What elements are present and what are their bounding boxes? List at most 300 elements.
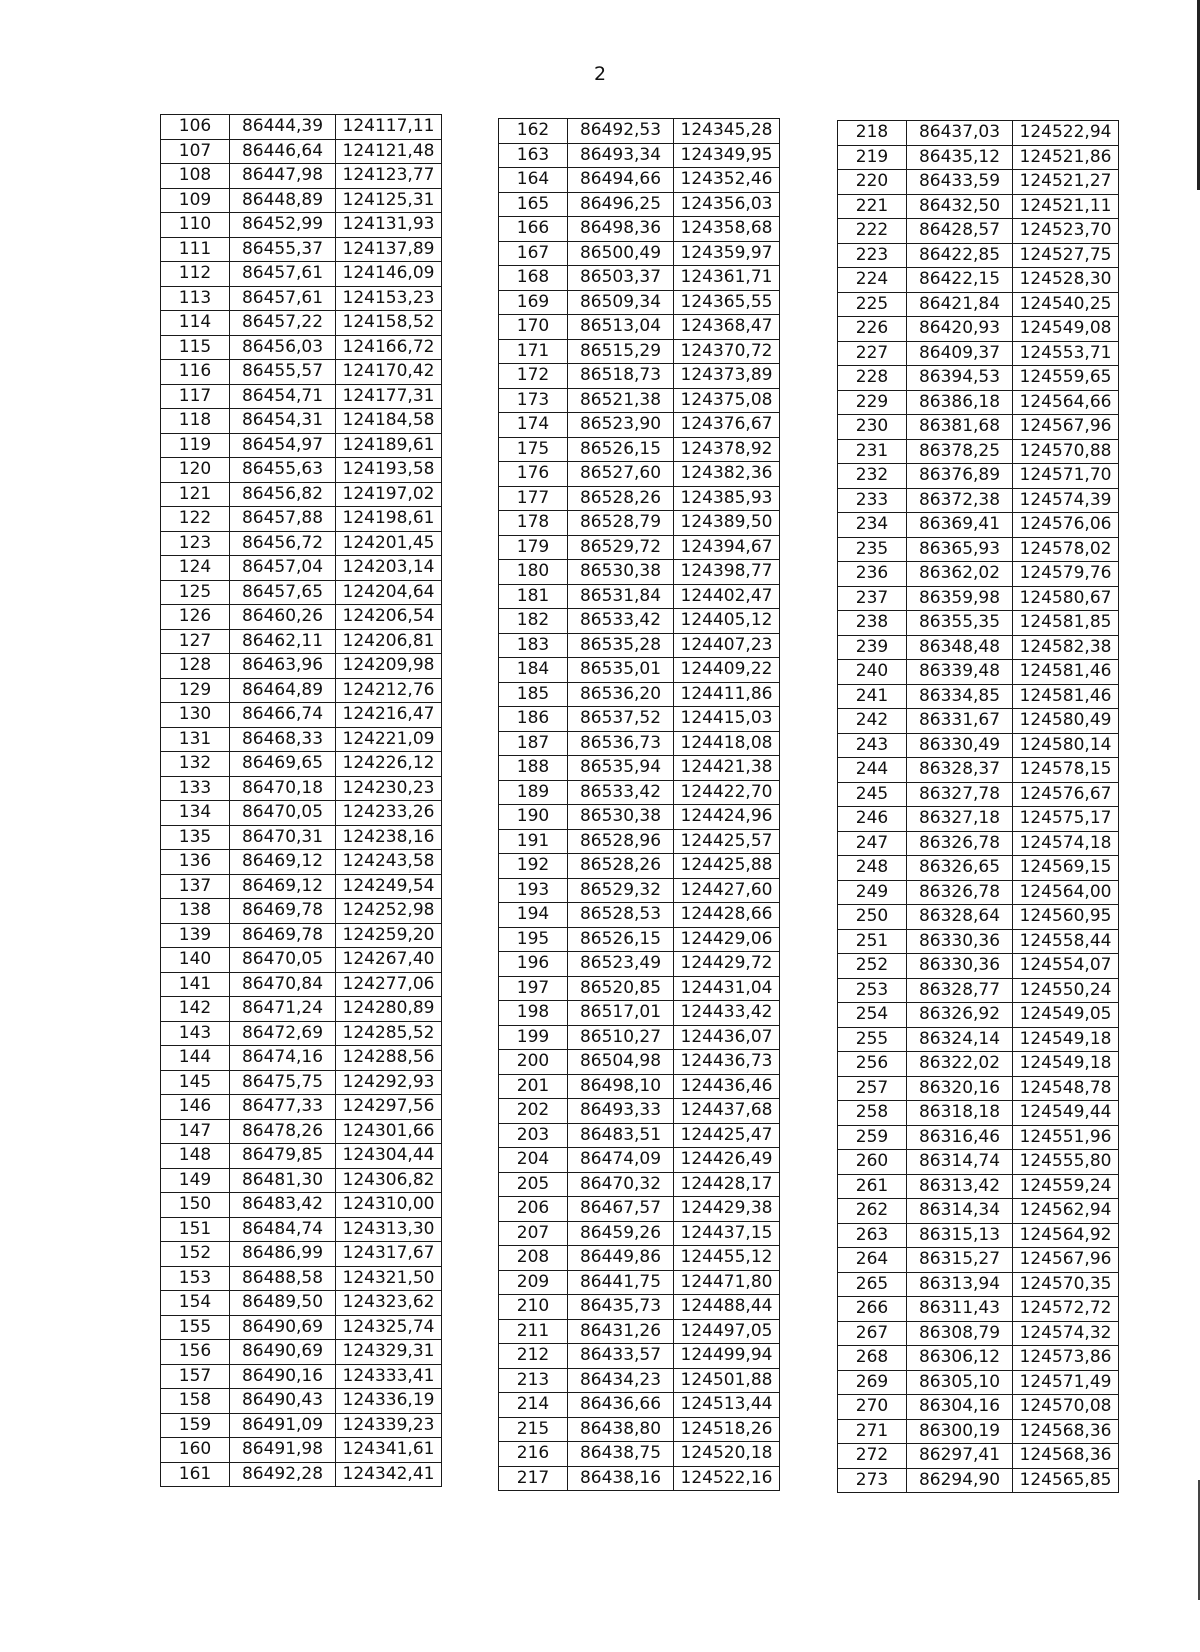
point-number-cell: 174 bbox=[499, 413, 568, 438]
point-number-cell: 133 bbox=[161, 776, 230, 801]
table-row bbox=[499, 1442, 780, 1467]
y-coordinate-cell: 124230,23 bbox=[336, 776, 442, 801]
y-coordinate-cell: 124553,71 bbox=[1013, 341, 1119, 366]
point-number-cell: 231 bbox=[838, 439, 907, 464]
point-number-cell: 183 bbox=[499, 633, 568, 658]
coordinates-table-3 bbox=[837, 120, 1119, 1493]
table-row bbox=[838, 1101, 1119, 1126]
y-coordinate-cell: 124571,49 bbox=[1013, 1370, 1119, 1395]
x-coordinate-cell: 86327,18 bbox=[907, 807, 1013, 832]
y-coordinate-cell: 124568,36 bbox=[1013, 1444, 1119, 1469]
x-coordinate-cell: 86331,67 bbox=[907, 709, 1013, 734]
table-row bbox=[838, 635, 1119, 660]
y-coordinate-cell: 124522,94 bbox=[1013, 121, 1119, 146]
point-number-cell: 200 bbox=[499, 1050, 568, 1075]
table-row bbox=[838, 684, 1119, 709]
x-coordinate-cell: 86533,42 bbox=[568, 609, 674, 634]
y-coordinate-cell: 124428,66 bbox=[674, 903, 780, 928]
point-number-cell: 257 bbox=[838, 1076, 907, 1101]
table-row bbox=[161, 1242, 442, 1267]
point-number-cell: 246 bbox=[838, 807, 907, 832]
point-number-cell: 179 bbox=[499, 535, 568, 560]
y-coordinate-cell: 124576,06 bbox=[1013, 513, 1119, 538]
x-coordinate-cell: 86376,89 bbox=[907, 464, 1013, 489]
point-number-cell: 242 bbox=[838, 709, 907, 734]
table-row bbox=[499, 682, 780, 707]
point-number-cell: 148 bbox=[161, 1144, 230, 1169]
table-row bbox=[838, 1297, 1119, 1322]
point-number-cell: 272 bbox=[838, 1444, 907, 1469]
y-coordinate-cell: 124301,66 bbox=[336, 1119, 442, 1144]
point-number-cell: 264 bbox=[838, 1248, 907, 1273]
table-row bbox=[499, 339, 780, 364]
point-number-cell: 199 bbox=[499, 1025, 568, 1050]
table-row bbox=[161, 164, 442, 189]
y-coordinate-cell: 124528,30 bbox=[1013, 268, 1119, 293]
x-coordinate-cell: 86464,89 bbox=[230, 678, 336, 703]
table-row bbox=[838, 341, 1119, 366]
point-number-cell: 178 bbox=[499, 511, 568, 536]
x-coordinate-cell: 86432,50 bbox=[907, 194, 1013, 219]
y-coordinate-cell: 124570,88 bbox=[1013, 439, 1119, 464]
table-row bbox=[499, 511, 780, 536]
x-coordinate-cell: 86533,42 bbox=[568, 780, 674, 805]
y-coordinate-cell: 124280,89 bbox=[336, 997, 442, 1022]
y-coordinate-cell: 124361,71 bbox=[674, 266, 780, 291]
x-coordinate-cell: 86463,96 bbox=[230, 654, 336, 679]
table-row bbox=[838, 537, 1119, 562]
x-coordinate-cell: 86422,85 bbox=[907, 243, 1013, 268]
point-number-cell: 197 bbox=[499, 976, 568, 1001]
y-coordinate-cell: 124356,03 bbox=[674, 192, 780, 217]
point-number-cell: 143 bbox=[161, 1021, 230, 1046]
point-number-cell: 125 bbox=[161, 580, 230, 605]
table-row bbox=[499, 976, 780, 1001]
table-row bbox=[161, 605, 442, 630]
y-coordinate-cell: 124425,57 bbox=[674, 829, 780, 854]
y-coordinate-cell: 124523,70 bbox=[1013, 219, 1119, 244]
x-coordinate-cell: 86441,75 bbox=[568, 1270, 674, 1295]
x-coordinate-cell: 86528,96 bbox=[568, 829, 674, 854]
y-coordinate-cell: 124437,68 bbox=[674, 1099, 780, 1124]
point-number-cell: 232 bbox=[838, 464, 907, 489]
y-coordinate-cell: 124431,04 bbox=[674, 976, 780, 1001]
point-number-cell: 182 bbox=[499, 609, 568, 634]
table-row bbox=[161, 188, 442, 213]
table-row bbox=[161, 948, 442, 973]
y-coordinate-cell: 124549,18 bbox=[1013, 1052, 1119, 1077]
y-coordinate-cell: 124212,76 bbox=[336, 678, 442, 703]
x-coordinate-cell: 86326,92 bbox=[907, 1003, 1013, 1028]
y-coordinate-cell: 124368,47 bbox=[674, 315, 780, 340]
x-coordinate-cell: 86428,57 bbox=[907, 219, 1013, 244]
table-row bbox=[838, 1444, 1119, 1469]
point-number-cell: 123 bbox=[161, 531, 230, 556]
table-row bbox=[161, 1021, 442, 1046]
y-coordinate-cell: 124158,52 bbox=[336, 311, 442, 336]
x-coordinate-cell: 86330,49 bbox=[907, 733, 1013, 758]
coordinates-table-2 bbox=[498, 118, 780, 1491]
y-coordinate-cell: 124252,98 bbox=[336, 899, 442, 924]
y-coordinate-cell: 124570,08 bbox=[1013, 1395, 1119, 1420]
table-row bbox=[838, 317, 1119, 342]
y-coordinate-cell: 124292,93 bbox=[336, 1070, 442, 1095]
point-number-cell: 270 bbox=[838, 1395, 907, 1420]
table-row bbox=[499, 413, 780, 438]
y-coordinate-cell: 124407,23 bbox=[674, 633, 780, 658]
y-coordinate-cell: 124559,65 bbox=[1013, 366, 1119, 391]
x-coordinate-cell: 86457,61 bbox=[230, 262, 336, 287]
y-coordinate-cell: 124521,27 bbox=[1013, 170, 1119, 195]
x-coordinate-cell: 86484,74 bbox=[230, 1217, 336, 1242]
y-coordinate-cell: 124189,61 bbox=[336, 433, 442, 458]
y-coordinate-cell: 124580,14 bbox=[1013, 733, 1119, 758]
table-row bbox=[161, 1119, 442, 1144]
x-coordinate-cell: 86326,78 bbox=[907, 831, 1013, 856]
y-coordinate-cell: 124436,46 bbox=[674, 1074, 780, 1099]
y-coordinate-cell: 124345,28 bbox=[674, 119, 780, 144]
x-coordinate-cell: 86447,98 bbox=[230, 164, 336, 189]
table-row bbox=[838, 439, 1119, 464]
y-coordinate-cell: 124578,02 bbox=[1013, 537, 1119, 562]
table-row bbox=[499, 266, 780, 291]
point-number-cell: 181 bbox=[499, 584, 568, 609]
table-row bbox=[499, 192, 780, 217]
table-row bbox=[838, 1419, 1119, 1444]
x-coordinate-cell: 86479,85 bbox=[230, 1144, 336, 1169]
y-coordinate-cell: 124153,23 bbox=[336, 286, 442, 311]
point-number-cell: 189 bbox=[499, 780, 568, 805]
x-coordinate-cell: 86433,57 bbox=[568, 1344, 674, 1369]
point-number-cell: 155 bbox=[161, 1315, 230, 1340]
point-number-cell: 108 bbox=[161, 164, 230, 189]
y-coordinate-cell: 124249,54 bbox=[336, 874, 442, 899]
x-coordinate-cell: 86456,82 bbox=[230, 482, 336, 507]
table-row bbox=[838, 905, 1119, 930]
table-row bbox=[161, 776, 442, 801]
y-coordinate-cell: 124184,58 bbox=[336, 409, 442, 434]
x-coordinate-cell: 86369,41 bbox=[907, 513, 1013, 538]
y-coordinate-cell: 124437,15 bbox=[674, 1221, 780, 1246]
point-number-cell: 208 bbox=[499, 1246, 568, 1271]
point-number-cell: 135 bbox=[161, 825, 230, 850]
x-coordinate-cell: 86433,59 bbox=[907, 170, 1013, 195]
point-number-cell: 207 bbox=[499, 1221, 568, 1246]
y-coordinate-cell: 124540,25 bbox=[1013, 292, 1119, 317]
y-coordinate-cell: 124471,80 bbox=[674, 1270, 780, 1295]
x-coordinate-cell: 86434,23 bbox=[568, 1368, 674, 1393]
table-row bbox=[838, 733, 1119, 758]
table-row bbox=[161, 899, 442, 924]
y-coordinate-cell: 124259,20 bbox=[336, 923, 442, 948]
y-coordinate-cell: 124206,81 bbox=[336, 629, 442, 654]
x-coordinate-cell: 86327,78 bbox=[907, 782, 1013, 807]
point-number-cell: 241 bbox=[838, 684, 907, 709]
y-coordinate-cell: 124548,78 bbox=[1013, 1076, 1119, 1101]
point-number-cell: 237 bbox=[838, 586, 907, 611]
x-coordinate-cell: 86455,57 bbox=[230, 360, 336, 385]
table-row bbox=[838, 1125, 1119, 1150]
point-number-cell: 169 bbox=[499, 290, 568, 315]
table-row bbox=[838, 292, 1119, 317]
x-coordinate-cell: 86472,69 bbox=[230, 1021, 336, 1046]
x-coordinate-cell: 86474,09 bbox=[568, 1148, 674, 1173]
table-row bbox=[161, 654, 442, 679]
point-number-cell: 202 bbox=[499, 1099, 568, 1124]
point-number-cell: 265 bbox=[838, 1272, 907, 1297]
x-coordinate-cell: 86372,38 bbox=[907, 488, 1013, 513]
x-coordinate-cell: 86300,19 bbox=[907, 1419, 1013, 1444]
point-number-cell: 128 bbox=[161, 654, 230, 679]
x-coordinate-cell: 86297,41 bbox=[907, 1444, 1013, 1469]
y-coordinate-cell: 124137,89 bbox=[336, 237, 442, 262]
point-number-cell: 180 bbox=[499, 560, 568, 585]
table-row bbox=[838, 1346, 1119, 1371]
y-coordinate-cell: 124565,85 bbox=[1013, 1468, 1119, 1493]
x-coordinate-cell: 86311,43 bbox=[907, 1297, 1013, 1322]
y-coordinate-cell: 124376,67 bbox=[674, 413, 780, 438]
point-number-cell: 156 bbox=[161, 1340, 230, 1365]
table-row bbox=[838, 464, 1119, 489]
point-number-cell: 261 bbox=[838, 1174, 907, 1199]
x-coordinate-cell: 86469,65 bbox=[230, 752, 336, 777]
y-coordinate-cell: 124206,54 bbox=[336, 605, 442, 630]
point-number-cell: 247 bbox=[838, 831, 907, 856]
y-coordinate-cell: 124549,44 bbox=[1013, 1101, 1119, 1126]
table-row bbox=[161, 384, 442, 409]
point-number-cell: 147 bbox=[161, 1119, 230, 1144]
point-number-cell: 109 bbox=[161, 188, 230, 213]
y-coordinate-cell: 124581,46 bbox=[1013, 684, 1119, 709]
x-coordinate-cell: 86326,78 bbox=[907, 880, 1013, 905]
point-number-cell: 191 bbox=[499, 829, 568, 854]
point-number-cell: 223 bbox=[838, 243, 907, 268]
point-number-cell: 167 bbox=[499, 241, 568, 266]
x-coordinate-cell: 86536,73 bbox=[568, 731, 674, 756]
x-coordinate-cell: 86490,16 bbox=[230, 1364, 336, 1389]
table-row bbox=[838, 1395, 1119, 1420]
y-coordinate-cell: 124375,08 bbox=[674, 388, 780, 413]
x-coordinate-cell: 86455,63 bbox=[230, 458, 336, 483]
point-number-cell: 234 bbox=[838, 513, 907, 538]
table-row bbox=[499, 241, 780, 266]
table-row bbox=[161, 678, 442, 703]
y-coordinate-cell: 124433,42 bbox=[674, 1001, 780, 1026]
y-coordinate-cell: 124574,39 bbox=[1013, 488, 1119, 513]
table-row bbox=[161, 1389, 442, 1414]
table-row bbox=[499, 707, 780, 732]
point-number-cell: 113 bbox=[161, 286, 230, 311]
x-coordinate-cell: 86359,98 bbox=[907, 586, 1013, 611]
point-number-cell: 239 bbox=[838, 635, 907, 660]
y-coordinate-cell: 124333,41 bbox=[336, 1364, 442, 1389]
y-coordinate-cell: 124204,64 bbox=[336, 580, 442, 605]
x-coordinate-cell: 86520,85 bbox=[568, 976, 674, 1001]
table-row bbox=[838, 1370, 1119, 1395]
point-number-cell: 224 bbox=[838, 268, 907, 293]
x-coordinate-cell: 86470,32 bbox=[568, 1172, 674, 1197]
x-coordinate-cell: 86457,88 bbox=[230, 507, 336, 532]
x-coordinate-cell: 86471,24 bbox=[230, 997, 336, 1022]
table-row bbox=[838, 243, 1119, 268]
x-coordinate-cell: 86498,36 bbox=[568, 217, 674, 242]
point-number-cell: 259 bbox=[838, 1125, 907, 1150]
point-number-cell: 160 bbox=[161, 1438, 230, 1463]
x-coordinate-cell: 86394,53 bbox=[907, 366, 1013, 391]
table-row bbox=[161, 311, 442, 336]
table-row bbox=[161, 237, 442, 262]
point-number-cell: 177 bbox=[499, 486, 568, 511]
y-coordinate-cell: 124125,31 bbox=[336, 188, 442, 213]
x-coordinate-cell: 86455,37 bbox=[230, 237, 336, 262]
table-row bbox=[499, 217, 780, 242]
x-coordinate-cell: 86314,34 bbox=[907, 1199, 1013, 1224]
table-row bbox=[161, 923, 442, 948]
y-coordinate-cell: 124436,73 bbox=[674, 1050, 780, 1075]
y-coordinate-cell: 124571,70 bbox=[1013, 464, 1119, 489]
point-number-cell: 115 bbox=[161, 335, 230, 360]
y-coordinate-cell: 124378,92 bbox=[674, 437, 780, 462]
table-row bbox=[499, 1172, 780, 1197]
point-number-cell: 220 bbox=[838, 170, 907, 195]
x-coordinate-cell: 86435,12 bbox=[907, 145, 1013, 170]
table-row bbox=[499, 560, 780, 585]
x-coordinate-cell: 86470,05 bbox=[230, 948, 336, 973]
x-coordinate-cell: 86494,66 bbox=[568, 168, 674, 193]
y-coordinate-cell: 124424,96 bbox=[674, 805, 780, 830]
y-coordinate-cell: 124226,12 bbox=[336, 752, 442, 777]
y-coordinate-cell: 124409,22 bbox=[674, 658, 780, 683]
y-coordinate-cell: 124427,60 bbox=[674, 878, 780, 903]
y-coordinate-cell: 124569,15 bbox=[1013, 856, 1119, 881]
y-coordinate-cell: 124170,42 bbox=[336, 360, 442, 385]
x-coordinate-cell: 86474,16 bbox=[230, 1046, 336, 1071]
y-coordinate-cell: 124549,08 bbox=[1013, 317, 1119, 342]
table-row bbox=[499, 1466, 780, 1491]
y-coordinate-cell: 124285,52 bbox=[336, 1021, 442, 1046]
x-coordinate-cell: 86513,04 bbox=[568, 315, 674, 340]
x-coordinate-cell: 86315,13 bbox=[907, 1223, 1013, 1248]
table-row bbox=[838, 1076, 1119, 1101]
x-coordinate-cell: 86490,69 bbox=[230, 1315, 336, 1340]
x-coordinate-cell: 86523,90 bbox=[568, 413, 674, 438]
table-row bbox=[838, 415, 1119, 440]
y-coordinate-cell: 124559,24 bbox=[1013, 1174, 1119, 1199]
x-coordinate-cell: 86454,97 bbox=[230, 433, 336, 458]
point-number-cell: 140 bbox=[161, 948, 230, 973]
x-coordinate-cell: 86528,26 bbox=[568, 486, 674, 511]
table-row bbox=[838, 1272, 1119, 1297]
x-coordinate-cell: 86305,10 bbox=[907, 1370, 1013, 1395]
table-row bbox=[499, 1099, 780, 1124]
x-coordinate-cell: 86515,29 bbox=[568, 339, 674, 364]
table-row bbox=[161, 335, 442, 360]
x-coordinate-cell: 86454,71 bbox=[230, 384, 336, 409]
y-coordinate-cell: 124358,68 bbox=[674, 217, 780, 242]
table-row bbox=[838, 268, 1119, 293]
x-coordinate-cell: 86365,93 bbox=[907, 537, 1013, 562]
x-coordinate-cell: 86330,36 bbox=[907, 954, 1013, 979]
point-number-cell: 187 bbox=[499, 731, 568, 756]
x-coordinate-cell: 86334,85 bbox=[907, 684, 1013, 709]
point-number-cell: 221 bbox=[838, 194, 907, 219]
point-number-cell: 190 bbox=[499, 805, 568, 830]
point-number-cell: 107 bbox=[161, 139, 230, 164]
point-number-cell: 271 bbox=[838, 1419, 907, 1444]
x-coordinate-cell: 86328,37 bbox=[907, 758, 1013, 783]
point-number-cell: 153 bbox=[161, 1266, 230, 1291]
point-number-cell: 255 bbox=[838, 1027, 907, 1052]
point-number-cell: 258 bbox=[838, 1101, 907, 1126]
y-coordinate-cell: 124415,03 bbox=[674, 707, 780, 732]
x-coordinate-cell: 86436,66 bbox=[568, 1393, 674, 1418]
x-coordinate-cell: 86460,26 bbox=[230, 605, 336, 630]
point-number-cell: 134 bbox=[161, 801, 230, 826]
table-row bbox=[838, 709, 1119, 734]
x-coordinate-cell: 86454,31 bbox=[230, 409, 336, 434]
table-row bbox=[838, 194, 1119, 219]
table-row bbox=[161, 409, 442, 434]
point-number-cell: 211 bbox=[499, 1319, 568, 1344]
point-number-cell: 136 bbox=[161, 850, 230, 875]
y-coordinate-cell: 124555,80 bbox=[1013, 1150, 1119, 1175]
table-row bbox=[161, 286, 442, 311]
y-coordinate-cell: 124575,17 bbox=[1013, 807, 1119, 832]
x-coordinate-cell: 86304,16 bbox=[907, 1395, 1013, 1420]
table-row bbox=[838, 758, 1119, 783]
table-row bbox=[161, 752, 442, 777]
x-coordinate-cell: 86348,48 bbox=[907, 635, 1013, 660]
point-number-cell: 146 bbox=[161, 1095, 230, 1120]
point-number-cell: 273 bbox=[838, 1468, 907, 1493]
y-coordinate-cell: 124325,74 bbox=[336, 1315, 442, 1340]
table-row bbox=[499, 290, 780, 315]
table-row bbox=[838, 782, 1119, 807]
point-number-cell: 210 bbox=[499, 1295, 568, 1320]
x-coordinate-cell: 86438,16 bbox=[568, 1466, 674, 1491]
x-coordinate-cell: 86308,79 bbox=[907, 1321, 1013, 1346]
point-number-cell: 206 bbox=[499, 1197, 568, 1222]
y-coordinate-cell: 124549,18 bbox=[1013, 1027, 1119, 1052]
point-number-cell: 185 bbox=[499, 682, 568, 707]
y-coordinate-cell: 124436,07 bbox=[674, 1025, 780, 1050]
y-coordinate-cell: 124385,93 bbox=[674, 486, 780, 511]
point-number-cell: 251 bbox=[838, 929, 907, 954]
table-row bbox=[838, 807, 1119, 832]
y-coordinate-cell: 124429,38 bbox=[674, 1197, 780, 1222]
table-row bbox=[838, 170, 1119, 195]
x-coordinate-cell: 86469,12 bbox=[230, 850, 336, 875]
table-row bbox=[838, 880, 1119, 905]
x-coordinate-cell: 86459,26 bbox=[568, 1221, 674, 1246]
point-number-cell: 157 bbox=[161, 1364, 230, 1389]
table-row bbox=[838, 219, 1119, 244]
x-coordinate-cell: 86530,38 bbox=[568, 560, 674, 585]
table-row bbox=[161, 556, 442, 581]
x-coordinate-cell: 86490,43 bbox=[230, 1389, 336, 1414]
x-coordinate-cell: 86386,18 bbox=[907, 390, 1013, 415]
x-coordinate-cell: 86320,16 bbox=[907, 1076, 1013, 1101]
table-row bbox=[161, 1168, 442, 1193]
y-coordinate-cell: 124365,55 bbox=[674, 290, 780, 315]
y-coordinate-cell: 124209,98 bbox=[336, 654, 442, 679]
point-number-cell: 249 bbox=[838, 880, 907, 905]
point-number-cell: 238 bbox=[838, 611, 907, 636]
table-row bbox=[499, 927, 780, 952]
x-coordinate-cell: 86438,80 bbox=[568, 1417, 674, 1442]
x-coordinate-cell: 86421,84 bbox=[907, 292, 1013, 317]
table-row bbox=[161, 997, 442, 1022]
